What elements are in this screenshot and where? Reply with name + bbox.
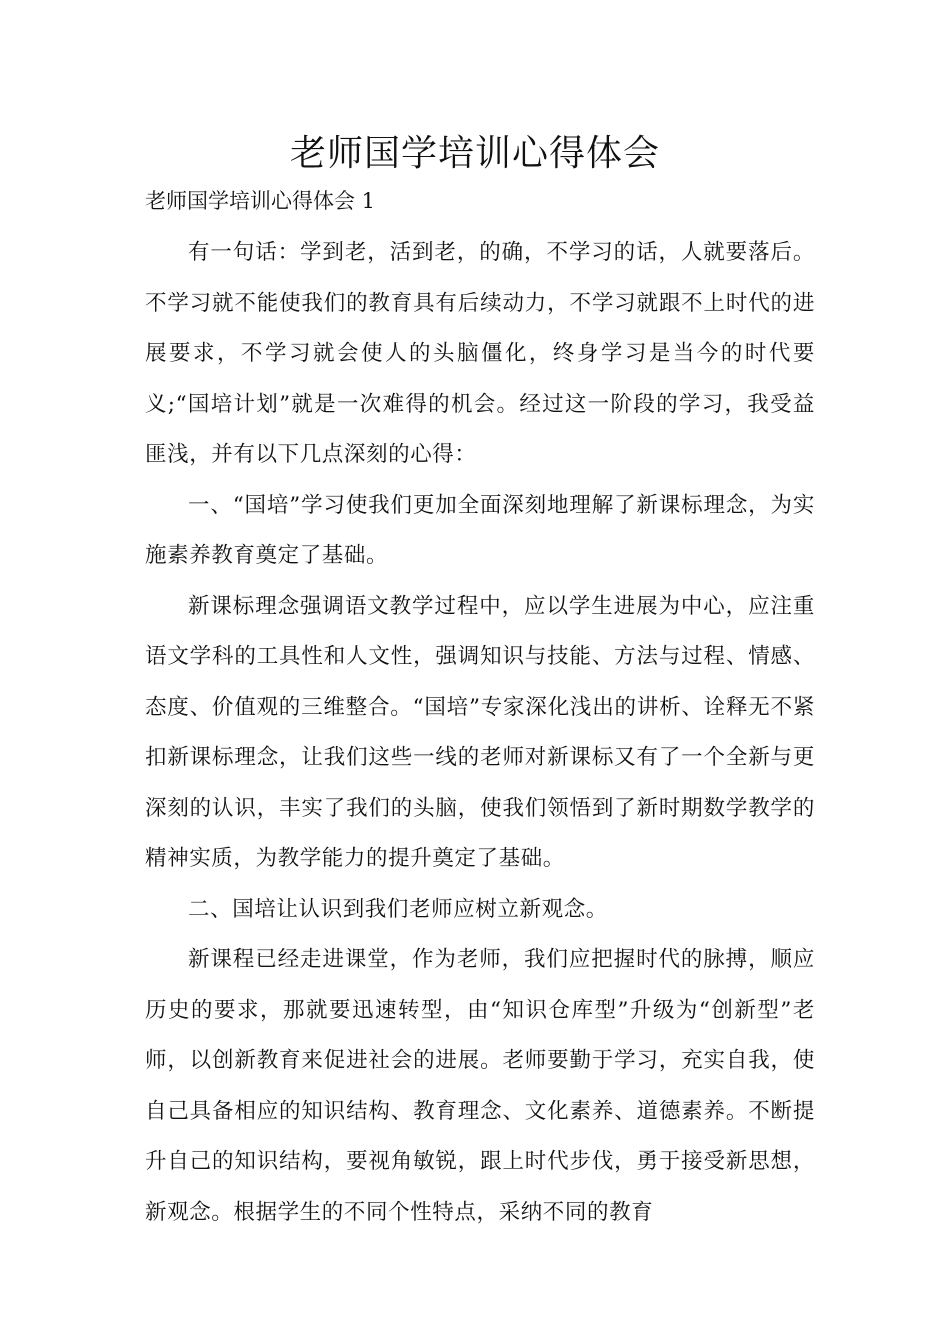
- document-body: [145, 228, 815, 1238]
- paragraph: 二、国培让认识到我们老师应树立新观念。: [188, 896, 608, 922]
- paragraph: 新课标理念强调语文教学过程中，应以学生进展为中心，应注重语文学科的工具性和人文性，强调知识与技能、方法与过程、情感、态度、价值观的三维整合。“国培”专家深化浅出的讲析、诠释无不紧扣新课标理念，让我们这些一线的老师对新课标又有了一个全新与更深刻的认识，丰实了我们的头脑，使我们领悟到了新时期数学教学的精神实质，为教学能力的提升奠定了基础。: [145, 593, 815, 871]
- paragraph: 新课程已经走进课堂，作为老师，我们应把握时代的脉搏，顺应历史的要求，那就要迅速转型，由“知识仓库型”升级为“创新型”老师，以创新教育来促进社会的进展。老师要勤于学习，充实自我，使自己具备相应的知识结构、教育理念、文化素养、道德素养。不断提升自己的知识结构，要视角敏锐，跟上时代步伐，勇于接受新思想，新观念。根据学生的不同个性特点，采纳不同的教育: [145, 947, 815, 1225]
- document-title: 老师国学培训心得体会: [289, 133, 660, 174]
- paragraph: 一、“国培”学习使我们更加全面深刻地理解了新课标理念，为实施素养教育奠定了基础。: [145, 492, 815, 568]
- paragraph: 有一句话：学到老，活到老，的确，不学习的话，人就要落后。不学习就不能使我们的教育具有后续动力，不学习就跟不上时代的进展要求，不学习就会使人的头脑僵化，终身学习是当今的时代要义;“国培计划”就是一次难得的机会。经过这一阶段的学习，我受益匪浅，并有以下几点深刻的心得：: [145, 240, 815, 467]
- document-subtitle: 老师国学培训心得体会 1: [145, 189, 376, 213]
